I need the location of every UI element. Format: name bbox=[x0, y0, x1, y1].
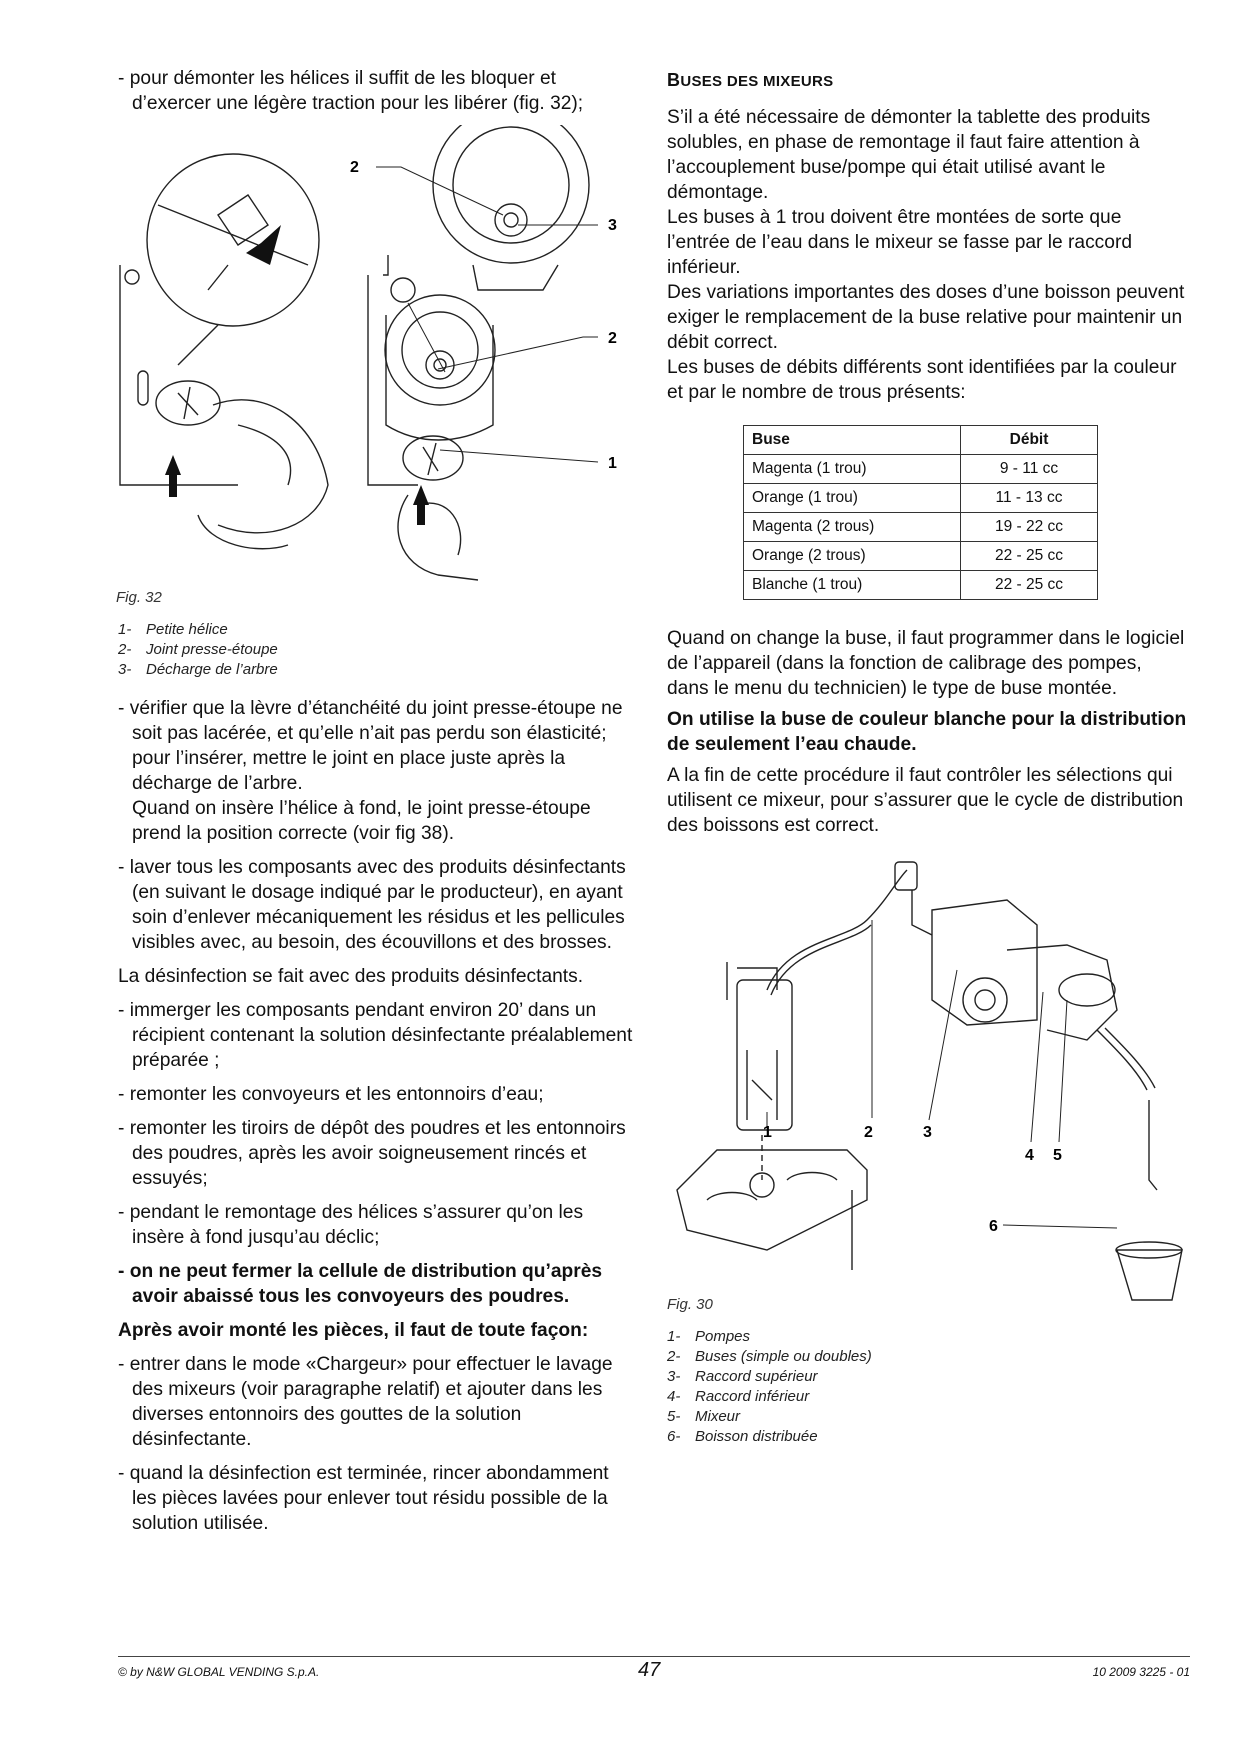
fig30-illustration bbox=[667, 850, 1187, 1310]
table-row bbox=[744, 571, 1098, 600]
column-header: Débit bbox=[961, 426, 1098, 455]
table-cell: 19 - 22 cc bbox=[961, 513, 1098, 542]
legend-row bbox=[667, 1427, 1187, 1447]
legend-text: Petite hélice bbox=[146, 621, 228, 638]
paragraph: Les buses à 1 trou doivent être montées de sorte que l’entrée de l’eau dans le mixeur se fasse par le raccord inférieur. bbox=[667, 207, 1133, 278]
legend-row bbox=[118, 640, 638, 660]
table-cell: Magenta (1 trou) bbox=[744, 455, 961, 484]
page-footer bbox=[118, 1656, 1190, 1681]
fig30-callout-6: 6 bbox=[989, 1218, 998, 1235]
table-row bbox=[744, 455, 1098, 484]
fig30-callout-2: 2 bbox=[864, 1124, 873, 1141]
table-cell: 22 - 25 cc bbox=[961, 542, 1098, 571]
instruction-item: - pour démonter les hélices il suffit de les bloquer et d’exercer une légère traction pour les libérer (fig. 32); bbox=[118, 68, 584, 114]
legend-number: 1- bbox=[118, 621, 132, 638]
bold-paragraph: On utilise la buse de couleur blanche pour la distribution de seulement l’eau chaude. bbox=[667, 709, 1187, 755]
fig30-callout-3: 3 bbox=[923, 1124, 932, 1141]
fig32-callout-3: 3 bbox=[608, 217, 617, 234]
fig30-callout-1: 1 bbox=[763, 1124, 772, 1141]
bold-paragraph: Après avoir monté les pièces, il faut de toute façon: bbox=[118, 1320, 589, 1341]
fig32-illustration bbox=[118, 125, 638, 585]
instruction-item: - pendant le remontage des hélices s’assurer qu’on les insère à fond jusqu’au déclic; bbox=[118, 1202, 584, 1248]
table-cell: Magenta (2 trous) bbox=[744, 513, 961, 542]
legend-number: 2- bbox=[667, 1348, 681, 1365]
legend-text: Raccord supérieur bbox=[695, 1368, 818, 1385]
legend-number: 6- bbox=[667, 1428, 681, 1445]
legend-text: Buses (simple ou doubles) bbox=[695, 1348, 872, 1365]
legend-number: 3- bbox=[667, 1368, 681, 1385]
legend-text: Mixeur bbox=[695, 1408, 741, 1425]
table-row bbox=[744, 542, 1098, 571]
legend-row bbox=[667, 1407, 1187, 1427]
page-number: 47 bbox=[638, 1659, 661, 1681]
warning-item: - on ne peut fermer la cellule de distribution qu’après avoir abaissé tous les convoyeurs des poudres. bbox=[118, 1261, 603, 1307]
table-cell: 22 - 25 cc bbox=[961, 571, 1098, 600]
column-header: Buse bbox=[744, 426, 961, 455]
heading-initial: B bbox=[667, 70, 681, 90]
fig30-callout-4: 4 bbox=[1025, 1147, 1034, 1164]
copyright-text: © by N&W GLOBAL VENDING S.p.A. bbox=[118, 1665, 320, 1679]
section-heading bbox=[667, 70, 1187, 91]
right-column bbox=[667, 66, 1187, 1447]
fig30-callout-5: 5 bbox=[1053, 1147, 1062, 1164]
table-cell: 9 - 11 cc bbox=[961, 455, 1098, 484]
legend-number: 5- bbox=[667, 1408, 681, 1425]
paragraph: Les buses de débits différents sont identifiées par la couleur et par le nombre de trous présents: bbox=[667, 357, 1177, 403]
fig30-label: Fig. 30 bbox=[667, 1296, 713, 1313]
instruction-item bbox=[118, 696, 638, 846]
instruction-item: - quand la désinfection est terminée, rincer abondamment les pièces lavées pour enlever tout résidu possible de la solution utilisée. bbox=[118, 1463, 609, 1534]
legend-number: 4- bbox=[667, 1388, 681, 1405]
table-cell: Orange (1 trou) bbox=[744, 484, 961, 513]
table-row bbox=[744, 484, 1098, 513]
left-column bbox=[118, 66, 638, 1545]
figure-30 bbox=[667, 850, 1187, 1310]
legend-row bbox=[667, 1327, 1187, 1347]
legend-text: Joint presse-étoupe bbox=[146, 641, 278, 658]
heading-rest: USES DES MIXEURS bbox=[680, 73, 834, 90]
figure-32 bbox=[118, 125, 638, 585]
paragraph: S’il a été nécessaire de démonter la tablette des produits solubles, en phase de remontage il faut faire attention à l’accouplement buse/pompe qui était utilisé avant le démontage. bbox=[667, 107, 1151, 203]
legend-row bbox=[667, 1367, 1187, 1387]
legend-text: Décharge de l’arbre bbox=[146, 661, 278, 678]
fig32-legend bbox=[118, 620, 638, 680]
legend-number: 3- bbox=[118, 661, 132, 678]
buse-table bbox=[743, 425, 1098, 600]
legend-text: Boisson distribuée bbox=[695, 1428, 818, 1445]
legend-row bbox=[667, 1387, 1187, 1407]
table-header-row bbox=[744, 426, 1098, 455]
table-cell: 11 - 13 cc bbox=[961, 484, 1098, 513]
legend-number: 2- bbox=[118, 641, 132, 658]
item-continuation: Quand on insère l’hélice à fond, le joint presse-étoupe prend la position correcte (voir fig 38). bbox=[132, 798, 591, 844]
table-row bbox=[744, 513, 1098, 542]
paragraph: La désinfection se fait avec des produits désinfectants. bbox=[118, 966, 584, 987]
instruction-item: - immerger les composants pendant environ 20’ dans un récipient contenant la solution désinfectante préalablement préparée ; bbox=[118, 1000, 633, 1071]
paragraph: Des variations importantes des doses d’une boisson peuvent exiger le remplacement de la buse relative pour maintenir un débit correct. bbox=[667, 282, 1185, 353]
legend-row bbox=[118, 660, 638, 680]
document-code: 10 2009 3225 - 01 bbox=[1092, 1665, 1190, 1679]
legend-row bbox=[118, 620, 638, 640]
item-text: - vérifier que la lèvre d’étanchéité du joint presse-étoupe ne soit pas lacérée, et qu’elle n’ait pas perdu son élasticité; pour l’insérer, mettre le joint en place juste après la décharge de l’arbre. bbox=[118, 698, 623, 794]
table-cell: Blanche (1 trou) bbox=[744, 571, 961, 600]
fig32-label: Fig. 32 bbox=[116, 589, 162, 606]
legend-text: Raccord inférieur bbox=[695, 1388, 810, 1405]
legend-row bbox=[667, 1347, 1187, 1367]
paragraph: Quand on change la buse, il faut programmer dans le logiciel de l’appareil (dans la fonction de calibrage des pompes, dans le menu du technicien) le type de buse montée. bbox=[667, 628, 1185, 699]
instruction-item: - laver tous les composants avec des produits désinfectants (en suivant le dosage indiqué par le producteur), en ayant soin d’enlever mécaniquement les résidus et les pellicules visibles avec, au besoin, des écouvillons et des brosses. bbox=[118, 857, 626, 953]
instruction-item: - remonter les tiroirs de dépôt des poudres et les entonnoirs des poudres, après les avoir soigneusement rincés et essuyés; bbox=[118, 1118, 626, 1189]
legend-text: Pompes bbox=[695, 1328, 751, 1345]
instruction-item: - entrer dans le mode «Chargeur» pour effectuer le lavage des mixeurs (voir paragraphe relatif) et ajouter dans les diverses entonnoirs des gouttes de la solution désinfectante. bbox=[118, 1354, 613, 1450]
legend-number: 1- bbox=[667, 1328, 681, 1345]
fig32-callout-2: 2 bbox=[608, 330, 617, 347]
paragraph: A la fin de cette procédure il faut contrôler les sélections qui utilisent ce mixeur, pour s’assurer que le cycle de distribution des boissons est correct. bbox=[667, 765, 1184, 836]
fig32-callout-2-top: 2 bbox=[350, 159, 359, 176]
fig32-callout-1: 1 bbox=[608, 455, 617, 472]
fig30-legend bbox=[667, 1327, 1187, 1447]
table-cell: Orange (2 trous) bbox=[744, 542, 961, 571]
instruction-item: - remonter les convoyeurs et les entonnoirs d’eau; bbox=[118, 1084, 544, 1105]
